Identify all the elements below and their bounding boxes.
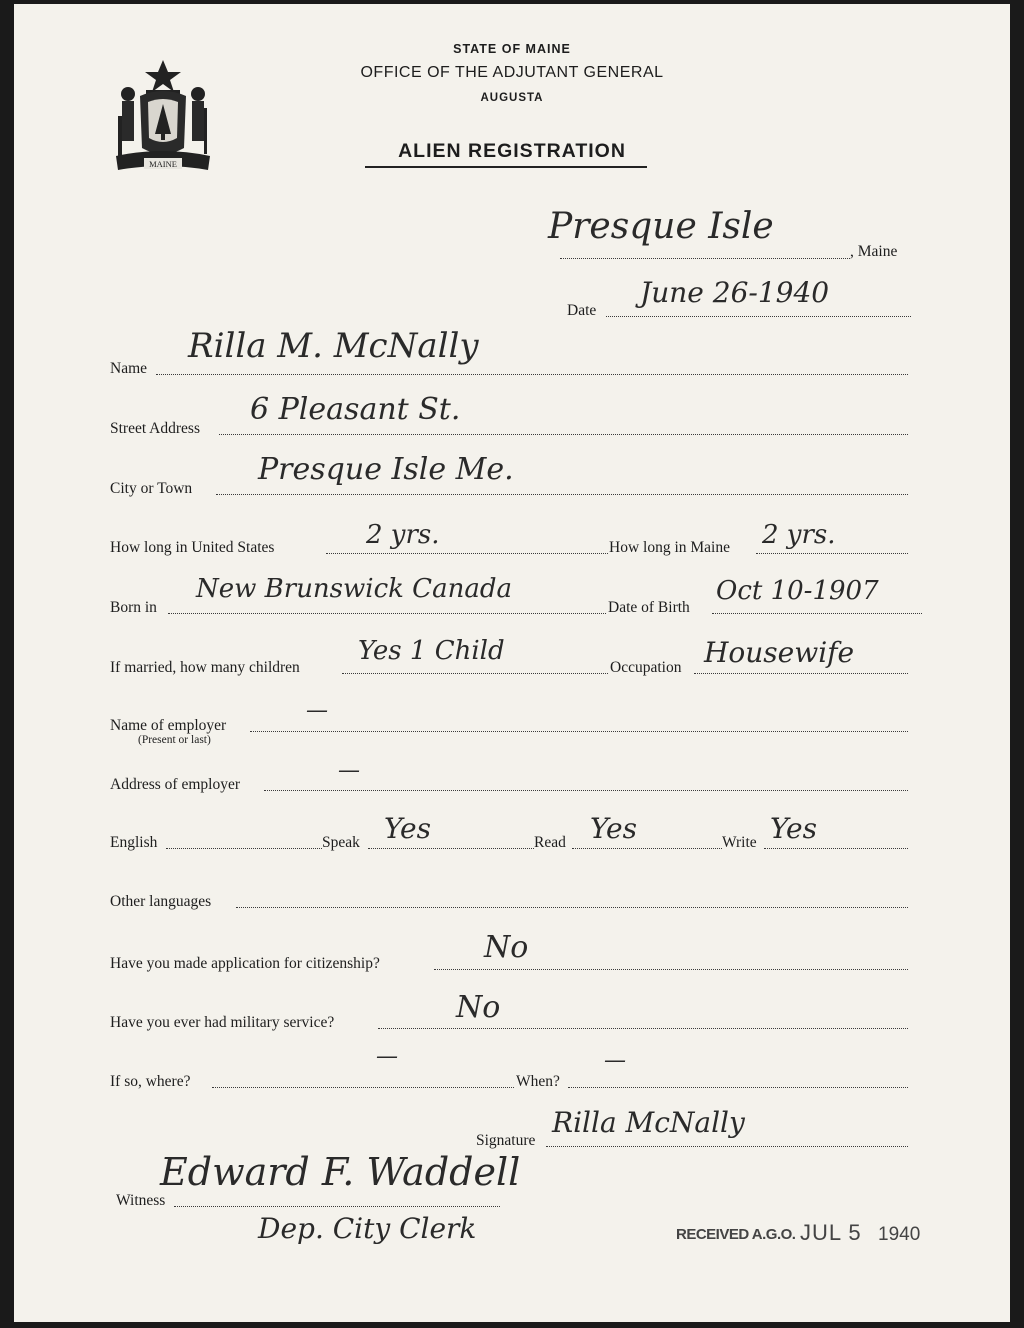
other-languages-label: Other languages xyxy=(110,893,212,910)
witness-title: Dep. City Clerk xyxy=(258,1212,477,1245)
write-value: Yes xyxy=(770,812,817,845)
how-long-maine-label: How long in Maine xyxy=(609,539,730,556)
city-value: Presque Isle Me. xyxy=(258,452,514,487)
how-long-us-label: How long in United States xyxy=(110,539,275,556)
seal-text: MAINE xyxy=(149,159,177,169)
employer-note: (Present or last) xyxy=(138,734,211,746)
employer-address-label: Address of employer xyxy=(110,776,240,793)
military-label: Have you ever had military service? xyxy=(110,1014,335,1031)
how-long-maine-line xyxy=(756,553,908,554)
header-state: STATE OF MAINE xyxy=(453,42,571,56)
received-stamp-year: 1940 xyxy=(878,1224,921,1245)
how-long-us-value: 2 yrs. xyxy=(366,520,440,550)
children-label: If married, how many children xyxy=(110,659,300,676)
born-in-line xyxy=(168,613,606,614)
where-label: If so, where? xyxy=(110,1073,191,1090)
employer-address-line xyxy=(264,790,908,791)
citizenship-value: No xyxy=(484,930,529,965)
signature-value: Rilla McNally xyxy=(552,1106,745,1139)
dob-label: Date of Birth xyxy=(608,599,690,616)
read-label: Read xyxy=(534,834,566,851)
street-label: Street Address xyxy=(110,420,200,437)
signature-line xyxy=(546,1146,908,1147)
employer-name-line xyxy=(250,731,908,732)
header-city: AUGUSTA xyxy=(480,92,544,104)
military-line xyxy=(378,1028,908,1029)
name-value: Rilla M. McNally xyxy=(188,326,479,366)
dob-value: Oct 10-1907 xyxy=(716,576,879,606)
read-value: Yes xyxy=(590,812,637,845)
city-line xyxy=(216,494,908,495)
read-line xyxy=(572,848,722,849)
place-line xyxy=(560,258,850,259)
date-label: Date xyxy=(567,302,597,319)
date-line xyxy=(606,316,911,317)
children-value: Yes 1 Child xyxy=(358,636,505,666)
street-value: 6 Pleasant St. xyxy=(250,392,461,427)
maine-suffix: , Maine xyxy=(850,243,898,260)
speak-line xyxy=(368,848,534,849)
occupation-label: Occupation xyxy=(610,659,682,676)
where-line xyxy=(212,1087,514,1088)
witness-line xyxy=(174,1206,500,1207)
speak-label: Speak xyxy=(322,834,360,851)
witness-label: Witness xyxy=(116,1192,166,1209)
occupation-value: Housewife xyxy=(704,636,855,669)
when-value: — xyxy=(604,1048,626,1073)
how-long-maine-value: 2 yrs. xyxy=(762,520,836,550)
received-stamp-date: JUL 5 xyxy=(800,1220,862,1245)
place-value: Presque Isle xyxy=(548,206,774,247)
witness-value: Edward F. Waddell xyxy=(160,1150,521,1194)
write-line xyxy=(764,848,908,849)
born-in-value: New Brunswick Canada xyxy=(196,574,512,604)
how-long-us-line xyxy=(326,553,608,554)
name-label: Name xyxy=(110,360,148,377)
other-languages-line xyxy=(236,907,908,908)
write-label: Write xyxy=(722,834,757,851)
citizenship-line xyxy=(434,969,908,970)
military-value: No xyxy=(456,990,501,1025)
employer-name-label: Name of employer xyxy=(110,717,227,734)
dob-line xyxy=(712,613,922,614)
form-title: ALIEN REGISTRATION xyxy=(398,140,626,162)
english-label: English xyxy=(110,834,158,851)
received-stamp: RECEIVED A.G.O. xyxy=(676,1226,796,1243)
when-line xyxy=(568,1087,908,1088)
occupation-line xyxy=(694,673,908,674)
name-line xyxy=(156,374,908,375)
speak-value: Yes xyxy=(384,812,431,845)
citizenship-label: Have you made application for citizenship? xyxy=(110,955,380,972)
employer-address-value: — xyxy=(338,758,360,783)
city-label: City or Town xyxy=(110,480,193,497)
when-label: When? xyxy=(516,1073,560,1090)
title-underline xyxy=(365,166,647,168)
date-value: June 26-1940 xyxy=(640,276,830,309)
header-office: OFFICE OF THE ADJUTANT GENERAL xyxy=(360,64,664,81)
where-value: — xyxy=(376,1044,398,1069)
employer-name-value: — xyxy=(306,698,328,723)
english-line xyxy=(166,848,322,849)
street-line xyxy=(219,434,908,435)
born-in-label: Born in xyxy=(110,599,157,616)
signature-label: Signature xyxy=(476,1132,536,1149)
children-line xyxy=(342,673,608,674)
